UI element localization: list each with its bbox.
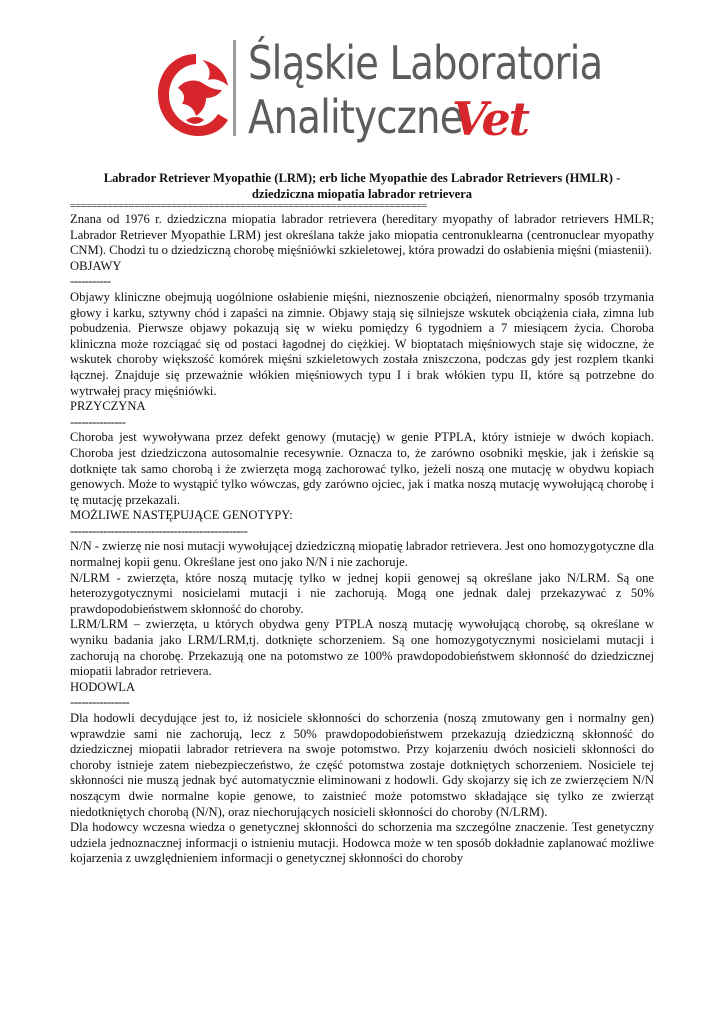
paragraph-genotype-nlrm: N/LRM - zwierzęta, które noszą mutację tylko w jednej kopii genowej są określane jako N/LRM. Są one heterozygotycznymi nosicielami mutacji i nie zachorują. Mogą one jednak dalej przekazywać z 50% prawdopodobieństwem skłonność do choroby.: [70, 570, 654, 616]
paragraph-genotype-nn: N/N - zwierzę nie nosi mutacji wywołującej dziedziczną miopatię labrador retrievera. Jest ono homozygotyczne dla normalnej kopii genu. Określane jest ono jako N/N i nie zachoruje.: [70, 539, 654, 570]
section-heading-hodowla: HODOWLA: [70, 679, 136, 694]
paragraph-objawy: Objawy kliniczne obejmują uogólnione osłabienie mięśni, nieznoszenie obciążeń, nienormalny sposób trzymania głowy i karku, sztywny chód i zapaści na zimnie. Objawy stają się silniejsze wskutek obciążenia ciała, zimna lub pobudzenia. Pierwsze objawy pokazują się w wieku pomiędzy 6 tygodniem a 7 miesiącem życia. Choroba kliniczna może rozciągać się od postaci łagodnej do ciężkiej. W bioptatach mięśniowych staje się widoczne, że wskutek choroby większość komórek mięśni szkieletowych została zniszczona, podczas gdy jest rozplem tkanki łącznej. Znajduje się przeważnie włókien mięśniowych typu I i brak włókien typu II, które są potrzebne do wytrwałej pracy mięśniówki.: [70, 289, 654, 398]
logo-text-line1: Śląskie Laboratoria: [248, 36, 603, 90]
section-heading-przyczyna: PRZYCZYNA: [70, 399, 146, 414]
document-title-line2: dziedziczna miopatia labrador retrievera: [251, 186, 473, 201]
section-rule-objawy: -----------: [70, 274, 111, 289]
section-heading-genotypy: MOŻLIWE NASTĘPUJĄCE GENOTYPY:: [70, 508, 293, 523]
document-body: [70, 212, 654, 867]
section-rule-przyczyna: ---------------: [70, 414, 126, 429]
section-heading-objawy: OBJAWY: [70, 258, 122, 273]
paragraph-genotype-lrmlrm: LRM/LRM – zwierzęta, u których obydwa geny PTPLA noszą mutację wywołującą chorobę, są określane w wyniku badania jako LRM/LRM,tj. dotknięte schorzeniem. Są one homozygotycznymi nosicielami mutacji i zachorują na chorobę. Przekazują one na potomstwo ze 100% prawdopodobieństwem skłonność do dziedzicznej miopatii labrador retrievera.: [70, 617, 654, 679]
logo-vet-mark: Vet: [452, 92, 528, 146]
logo-text-line2: Analityczne: [248, 90, 463, 144]
section-rule-hodowla: ----------------: [70, 695, 130, 710]
section-rule-genotypy: ------------------------------------------------: [70, 523, 248, 538]
company-logo: [156, 36, 603, 146]
intro-paragraph: Znana od 1976 r. dziedziczna miopatia labrador retrievera (hereditary myopathy of labrador retrievers HMLR; Labrador Retriever Myopathie LRM) jest określana także jako miopatia centronuklearna (centronuclear myopathy CNM). Chodzi tu o dziedziczną chorobę mięśniówki szkieletowej, która prowadzi do osłabienia mięśni (miastenii).: [70, 212, 654, 258]
paragraph-hodowla-1: Dla hodowli decydujące jest to, iż nosiciele skłonności do schorzenia (noszą zmutowany gen i normalny gen) wprawdzie sami nie zachorują, lecz z 50% prawdopodobieństwem przekazują dziedziczną skłonność do dziedzicznej miopatii labrador retrievera na swoje potomstwo. Przy kojarzeniu dwóch nosicieli skłonności do choroby istnieje zatem niebezpieczeństwo, że część potomstwa zostaje dotkniętych schorzeniem. Nosiciele tej skłonności nie muszą jednak być automatycznie eliminowani z hodowli. Gdy skojarzy się ich ze zwierzęciem N/N noszącym dwie normalne kopie genowe, to zaistnieć może potomstwo składające się tylko ze zwierząt niedotkniętych chorobą (N/N), oraz niechorujących nosicieli skłonności do choroby (N/LRM).: [70, 711, 654, 819]
paragraph-przyczyna: Choroba jest wywoływana przez defekt genowy (mutację) w genie PTPLA, który istnieje w dwóch kopiach. Choroba jest dziedziczona autosomalnie recesywnie. Oznacza to, że zarówno osobniki męskie, jak i żeńskie są dotknięte tak samo chorobą i że zwierzęta mogą zachorować tylko, jeżeli noszą one mutację w obydwu kopiach genowych. Może to wystąpić tylko wówczas, gdy zarówno ojciec, jak i matka noszą mutację wywołującą chorobę i tę mutację przekazali.: [70, 430, 654, 507]
title-rule: ===================================================================: [70, 201, 427, 212]
paragraph-hodowla-2: Dla hodowcy wczesna wiedza o genetycznej skłonności do schorzenia ma szczególne znaczenie. Test genetyczny udziela jednoznacznej informacji o istnieniu mutacji. Hodowca może w ten sposób dokładnie zaplanować możliwe kojarzenia z uwzględnieniem informacji o genetycznej skłonności do choroby: [70, 820, 654, 866]
logo-divider: [233, 40, 236, 136]
document-title: [70, 171, 654, 202]
document-title-line1: Labrador Retriever Myopathie (LRM); erb liche Myopathie des Labrador Retrievers (HMLR) -: [103, 171, 621, 185]
lab-animal-logo-icon: [156, 50, 230, 140]
